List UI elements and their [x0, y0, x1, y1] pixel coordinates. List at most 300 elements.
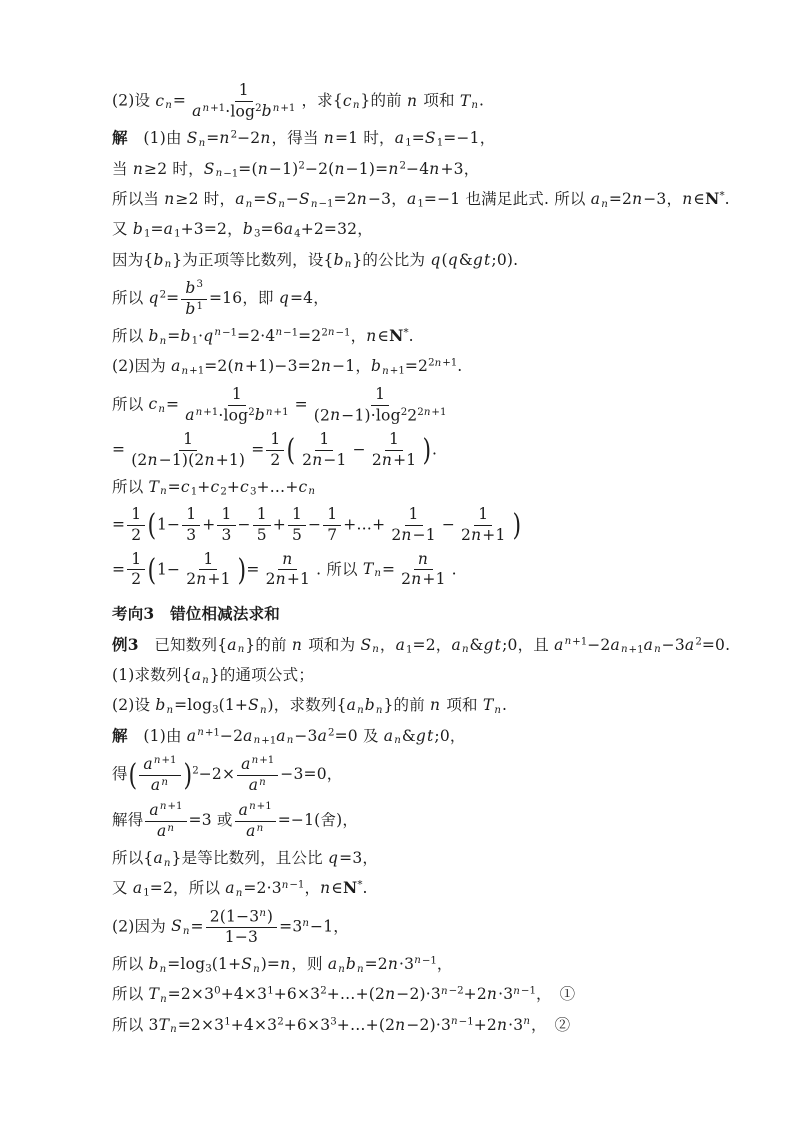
subscript: 3	[212, 705, 219, 717]
fraction	[145, 801, 186, 841]
text-run: .	[432, 440, 438, 459]
text-run: 所以当	[112, 190, 165, 208]
bold-text-run: 解	[112, 128, 128, 148]
math-run: +6×3	[273, 985, 321, 1004]
math-run: (2n−1)(2n+1)	[131, 450, 246, 469]
math-run: 7	[327, 525, 338, 544]
superscript: 2	[298, 160, 305, 171]
bold-text-run: 考向3 错位相减法求和	[112, 604, 280, 624]
fraction	[288, 506, 306, 545]
subscript: n	[375, 705, 383, 717]
math-run: +…+(2n−2)·3	[336, 1015, 452, 1034]
math-run: =2n−3	[333, 190, 392, 208]
superscript: 1	[267, 985, 274, 997]
text-run: ，	[436, 954, 453, 973]
text-line	[112, 725, 712, 749]
math-run: =	[294, 395, 308, 414]
fraction	[182, 506, 200, 545]
big-paren: )	[511, 508, 521, 543]
superscript: n+1	[202, 102, 226, 114]
subscript: n+1	[181, 365, 205, 377]
subscript: n	[494, 705, 502, 717]
text-run: .	[513, 250, 519, 269]
text-line	[112, 664, 712, 688]
text-run: 已知数列{	[138, 635, 228, 654]
text-line	[112, 218, 712, 242]
math-run: +2=32	[300, 220, 358, 239]
subscript: n	[259, 705, 267, 717]
superscript: 2	[320, 985, 327, 997]
subscript: 1	[405, 137, 412, 149]
text-run: 所以	[112, 477, 149, 496]
text-run: (舍)，	[314, 811, 359, 830]
math-run: −1	[310, 917, 334, 936]
text-run: }的前	[383, 696, 431, 715]
text-run: 时，	[198, 190, 236, 208]
math-run: 2n+1	[186, 570, 231, 589]
text-run: ，	[379, 635, 396, 654]
math-run: 2n+1	[265, 570, 311, 589]
fraction	[262, 551, 315, 590]
text-run: }的前	[360, 91, 407, 110]
bold-text-run: 例3	[112, 634, 139, 654]
math-run: 1	[327, 505, 338, 523]
superscript: 2n+1	[428, 357, 458, 369]
math-run: 1	[375, 384, 386, 403]
fraction	[237, 755, 278, 795]
text-line	[112, 801, 712, 841]
math-run: =b	[167, 327, 191, 345]
text-line	[112, 634, 731, 658]
math-run: 1	[131, 505, 142, 523]
superscript: 2n−1	[321, 327, 351, 339]
math-run: a	[235, 190, 245, 208]
superscript: n+1	[195, 406, 219, 418]
fraction	[188, 82, 299, 121]
math-run: =2×3	[167, 985, 215, 1004]
superscript: n−2	[440, 985, 464, 997]
math-run: q=4	[278, 289, 314, 308]
math-run: =	[251, 440, 265, 459]
math-run: 1	[203, 549, 214, 568]
math-run: n	[417, 549, 429, 568]
math-run: a	[153, 848, 163, 867]
superscript: n+1	[159, 801, 183, 813]
text-run: 所以	[112, 327, 149, 345]
math-run: =log	[174, 696, 213, 715]
math-run: n	[282, 549, 293, 568]
subscript: 3	[249, 486, 257, 498]
math-run: &gt;0	[401, 726, 450, 745]
superscript: n	[259, 907, 266, 919]
big-paren: )	[182, 757, 192, 792]
math-run: =S	[253, 190, 278, 208]
math-run: 1	[291, 505, 302, 523]
math-run: a	[241, 754, 251, 773]
text-run: ，	[391, 190, 407, 208]
math-run: =	[190, 917, 204, 936]
text-run: .	[408, 327, 414, 345]
math-run: =a	[150, 220, 174, 239]
text-run: }的通项公式；	[209, 666, 315, 685]
subscript: n	[344, 259, 352, 271]
math-run: 2n−1	[302, 450, 347, 469]
math-run: T	[459, 91, 471, 110]
superscript: n+1	[272, 102, 296, 114]
fraction	[182, 551, 235, 590]
math-run: 2(1−3	[209, 907, 260, 926]
text-run: }的公比为	[352, 250, 431, 269]
math-run: a	[185, 406, 195, 425]
math-run: +4×3	[230, 1015, 278, 1034]
superscript: 2	[400, 406, 408, 418]
math-run: a	[590, 190, 601, 208]
math-run: b	[185, 278, 196, 297]
math-run: =16	[209, 289, 243, 308]
math-run: 2	[131, 570, 142, 589]
fraction	[206, 908, 277, 947]
subscript: n	[160, 486, 167, 498]
superscript: 2	[230, 129, 238, 141]
math-run: S	[171, 917, 182, 936]
subscript: n+1	[620, 644, 644, 656]
text-run: .	[724, 190, 730, 208]
fraction	[217, 506, 235, 545]
math-run: +3=2	[180, 220, 228, 239]
document-body	[112, 81, 731, 1044]
superscript: n−1	[275, 327, 299, 339]
text-run: .	[362, 879, 368, 898]
math-run: +…+(2n−2)·3	[326, 985, 441, 1004]
subscript: n	[601, 198, 608, 210]
superscript: n+1	[197, 727, 220, 739]
text-line	[112, 386, 712, 425]
subscript: 1	[406, 644, 413, 656]
subscript: n−1	[215, 168, 239, 180]
math-run: =n	[206, 129, 230, 148]
math-run: −3=0	[280, 765, 327, 784]
superscript: *	[403, 327, 409, 339]
subscript: n−1	[310, 198, 334, 210]
math-run: =−1	[277, 811, 315, 830]
math-run: a	[132, 879, 143, 898]
math-run: )=n	[260, 954, 291, 973]
subscript: n	[308, 486, 316, 498]
math-run: b	[261, 102, 272, 121]
math-run: =2·4	[237, 327, 276, 345]
math-run: a	[191, 666, 202, 685]
text-line	[112, 877, 712, 901]
text-line	[112, 249, 712, 273]
text-run: .	[725, 635, 731, 654]
math-run: −	[308, 515, 322, 534]
superscript: *	[719, 190, 725, 202]
math-run: 2n−1	[391, 525, 436, 544]
subscript: n	[394, 735, 401, 747]
text-run: ， ①	[535, 985, 576, 1004]
math-run: )	[266, 907, 274, 926]
text-run: ，得当	[271, 129, 324, 148]
text-run: 时，	[167, 159, 204, 178]
superscript: n+1	[249, 801, 272, 813]
fraction	[397, 551, 450, 590]
math-run: q	[148, 289, 159, 308]
math-run: 1	[238, 81, 249, 99]
superscript: n	[161, 776, 168, 788]
text-line	[112, 188, 730, 212]
math-run: (2n−1)·log	[313, 406, 401, 425]
subscript: n	[165, 100, 172, 112]
math-run: a	[406, 190, 417, 208]
math-run: 2	[131, 525, 142, 544]
math-run: ·log	[225, 102, 256, 121]
superscript: n+1	[251, 755, 275, 767]
subscript: n+1	[382, 365, 405, 377]
superscript: n−1	[281, 879, 305, 891]
subscript: n	[372, 644, 379, 656]
math-run: n	[430, 696, 441, 715]
math-run: q=3	[328, 848, 363, 867]
superscript: 2	[399, 160, 407, 171]
math-run: T	[482, 696, 494, 715]
fraction	[127, 431, 249, 470]
math-run: −2(n−1)=n	[304, 159, 399, 178]
fraction	[139, 755, 180, 795]
math-run: =c	[167, 477, 190, 496]
math-run: 1	[389, 430, 400, 448]
fraction	[253, 506, 271, 545]
math-run: =	[246, 559, 260, 578]
math-run: =−1	[443, 129, 480, 148]
subscript: n+1	[253, 735, 277, 747]
math-run: =2	[412, 635, 436, 654]
math-run: n=1	[323, 129, 359, 148]
math-run: a	[150, 776, 161, 795]
math-run: 1	[319, 430, 330, 448]
math-run: +…+c	[256, 477, 308, 496]
superscript: n−1	[513, 985, 536, 997]
subscript: 1	[143, 887, 150, 899]
text-line	[112, 1014, 712, 1038]
math-run: =6a	[260, 220, 294, 239]
text-run: 当	[112, 159, 133, 178]
text-line	[112, 431, 712, 470]
fraction	[298, 431, 351, 470]
math-run: 1	[256, 505, 267, 523]
subscript: n	[163, 857, 171, 869]
text-run: }为正项等比数列，设{	[172, 250, 334, 269]
text-run: ，	[350, 327, 367, 345]
math-run: +6×3	[283, 1015, 331, 1034]
superscript: n−1	[414, 955, 437, 967]
math-run: a	[149, 800, 159, 819]
math-run: a	[246, 822, 256, 841]
math-run: a	[643, 635, 654, 654]
text-run: 所以	[112, 395, 149, 414]
text-line	[112, 279, 712, 319]
subscript: n	[471, 100, 478, 112]
subscript: 1	[417, 198, 424, 210]
big-paren: (	[147, 552, 157, 587]
fraction	[368, 431, 421, 470]
math-run: a	[156, 822, 167, 841]
text-run: (2)因为	[112, 917, 172, 936]
subscript: n	[235, 887, 243, 899]
subscript: n	[159, 335, 167, 347]
big-paren: )	[422, 433, 432, 468]
math-run: n≥2	[164, 190, 199, 208]
text-run: ，求{	[301, 91, 343, 110]
subscript: n	[278, 198, 285, 210]
subscript: 2	[220, 486, 227, 498]
math-run: =	[112, 559, 126, 578]
math-run: +	[272, 515, 286, 534]
subscript: n	[160, 993, 167, 1005]
text-run: 所以	[112, 289, 149, 308]
math-run: +2n·3	[473, 1015, 524, 1034]
subscript: n	[374, 568, 381, 580]
math-run: =2	[404, 357, 429, 376]
math-run: −3a	[294, 726, 328, 745]
text-line	[112, 355, 712, 379]
math-run: ·log	[218, 406, 249, 425]
math-run: =	[112, 515, 126, 534]
math-run: T	[362, 559, 374, 578]
math-run: n∈N	[366, 326, 404, 345]
superscript: n+1	[564, 636, 588, 648]
superscript: *	[357, 879, 363, 891]
math-run: a	[225, 879, 235, 898]
math-run: T	[148, 477, 160, 496]
text-run: ，求数列{	[273, 696, 347, 715]
text-run: 及	[357, 726, 384, 745]
math-run: a	[238, 800, 249, 819]
text-run: 所以{	[112, 848, 154, 867]
math-run: a	[395, 635, 406, 654]
math-run: =2·3	[243, 879, 282, 898]
math-run: −	[352, 440, 366, 459]
math-run: =	[166, 289, 180, 308]
math-run: −2n	[237, 129, 271, 148]
text-run: 所以	[112, 1015, 149, 1034]
superscript: n+1	[265, 406, 289, 418]
superscript: n	[167, 822, 174, 834]
fraction	[127, 551, 145, 590]
text-line	[112, 551, 712, 590]
math-run: 1	[221, 505, 232, 523]
text-run: 也满足此式. 所以	[460, 190, 591, 208]
subscript: n	[170, 1024, 177, 1036]
fraction	[181, 279, 207, 319]
math-run: b	[371, 357, 382, 376]
math-run: −	[237, 515, 251, 534]
superscript: n	[256, 822, 264, 834]
text-run: (2)设	[112, 91, 156, 110]
subscript: n	[461, 644, 469, 656]
superscript: 1	[196, 300, 203, 312]
math-run: a	[186, 726, 197, 745]
math-run: 2n+1	[371, 450, 417, 469]
bold-text-run: 解	[112, 725, 128, 745]
subscript: 3	[205, 963, 212, 975]
text-run: ，	[333, 917, 349, 936]
math-run: q(q&gt;0)	[430, 250, 514, 269]
text-run: ，	[313, 289, 329, 308]
math-run: =0	[334, 726, 358, 745]
text-line	[112, 158, 712, 182]
superscript: n	[523, 1016, 530, 1028]
math-run: &gt;0	[469, 635, 518, 654]
math-run: a	[383, 726, 394, 745]
math-run: −3a	[661, 635, 695, 654]
math-run: b	[254, 406, 265, 425]
text-run: (2)因为	[112, 357, 172, 376]
text-run: .	[451, 559, 457, 578]
text-line	[112, 506, 712, 545]
math-run: b	[333, 250, 344, 269]
big-paren: )	[237, 552, 246, 587]
text-run: ， ②	[530, 1015, 571, 1034]
text-run: 又	[112, 879, 133, 898]
text-run: }是等比数列，且公比	[171, 848, 329, 867]
math-run: −4n+3	[406, 159, 464, 178]
subscript: n	[159, 963, 167, 975]
math-run: =0	[701, 635, 726, 654]
subscript: n	[202, 674, 209, 686]
big-paren: (	[147, 508, 157, 543]
math-run: a	[554, 635, 564, 654]
math-run: n≥2	[132, 159, 168, 178]
text-run: ，	[666, 190, 683, 208]
big-paren: (	[286, 433, 296, 468]
text-line	[112, 82, 712, 121]
math-run: =	[112, 440, 126, 459]
subscript: n	[654, 644, 661, 656]
text-run: ，	[435, 635, 452, 654]
subscript: 4	[294, 228, 301, 240]
text-run: ，且	[517, 635, 555, 654]
superscript: 2	[277, 1016, 284, 1028]
subscript: n	[198, 137, 206, 149]
subscript: n	[352, 100, 360, 112]
fraction	[457, 506, 510, 545]
text-run: 又	[112, 220, 133, 239]
subscript: n	[164, 259, 172, 271]
superscript: 0	[214, 985, 221, 997]
text-run: ，所以	[173, 879, 226, 898]
math-run: 1	[186, 505, 197, 523]
text-run: ，	[463, 159, 480, 178]
math-run: =2(n+1)−3=2n−1	[204, 357, 356, 376]
math-run: 1	[231, 384, 242, 403]
text-run: 因为{	[112, 250, 154, 269]
text-run: 所以	[112, 954, 149, 973]
math-run: a	[248, 776, 259, 795]
subscript: n	[166, 705, 174, 717]
math-run: 2	[270, 450, 281, 469]
fraction	[266, 431, 284, 470]
superscript: 2n+1	[417, 406, 447, 418]
math-run: −2×	[198, 765, 236, 784]
text-line	[112, 694, 712, 718]
math-run: =	[172, 91, 187, 110]
text-run: 得	[112, 765, 128, 784]
text-run: (2)设	[112, 696, 156, 715]
subscript: 1	[191, 335, 199, 347]
subscript: 1	[143, 228, 151, 240]
math-run: b	[345, 954, 357, 973]
text-run: 项和	[418, 91, 460, 110]
